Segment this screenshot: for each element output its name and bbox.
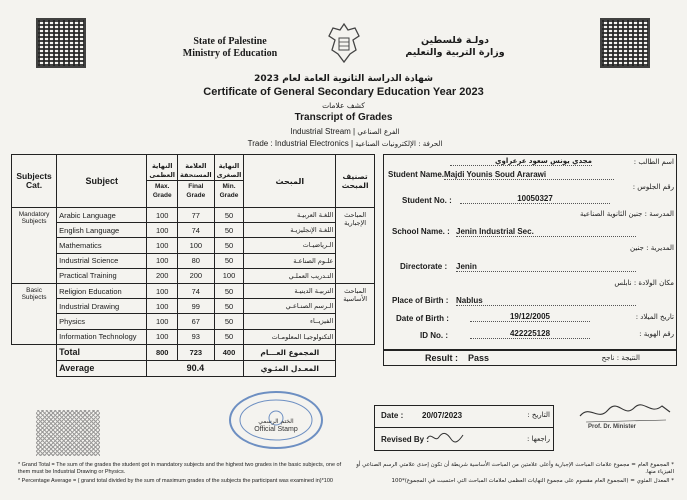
stream-en: Industrial Stream bbox=[290, 127, 351, 136]
table-row: Industrial Drawing 100 99 50 الـرسم الصنـاعـي bbox=[12, 299, 375, 314]
student-name-label: Student Name. bbox=[388, 170, 445, 179]
trade-ar: الحرفة : الإلكترونيات الصناعية bbox=[355, 140, 443, 148]
stamp-label-en: Official Stamp bbox=[254, 426, 298, 433]
dob-ar-label: تاريخ الميلاد : bbox=[635, 313, 674, 321]
header-max-grade: النهاية العظمى Max. Grade bbox=[147, 155, 178, 208]
table-row: Basic Subjects Religion Education 100 74 50 التربيـة الدينيـة المباحث الأساسية bbox=[12, 283, 375, 298]
certificate-title-en: Certificate of General Secondary Education Year 2023 bbox=[203, 86, 484, 98]
total-max: 800 bbox=[147, 344, 178, 360]
revisor-signature-icon bbox=[425, 429, 465, 445]
school-name-ar: المدرسة : جنين الثانوية الصناعية bbox=[580, 210, 674, 218]
header-subject-ar: المبحث bbox=[244, 155, 336, 208]
category-basic-ar: المباحث الأساسية bbox=[336, 283, 375, 344]
student-name-ar-value: مجدي يونس سعود عرعراوي bbox=[450, 157, 592, 166]
directorate-ar: المديرية : جنين bbox=[630, 244, 674, 252]
header-final-grade: العلامة المستحقة Final Grade bbox=[178, 155, 215, 208]
date-value: 20/07/2023 bbox=[422, 411, 463, 420]
footnote-grand-total-en: * Grand Total = The sum of the grades the student got in mandatory subjects and the highest two grades in the basic subjects, one of them must be Industrial Drawing or Physics. bbox=[18, 462, 342, 475]
seat-number-ar-label: رقم الجلوس : bbox=[632, 183, 674, 191]
revised-by-ar-label: راجعها : bbox=[527, 435, 550, 443]
ministry-name-ar: وزارة التربية والتعليم bbox=[405, 47, 505, 58]
table-row: Mandatory Subjects Arabic Language 100 77 50 اللغـة العربيـة المباحث الإجبارية bbox=[12, 208, 375, 223]
school-name-label: School Name. : bbox=[392, 227, 450, 236]
qr-code-top-right-icon bbox=[600, 18, 650, 68]
state-name-en: State of Palestine bbox=[193, 36, 267, 47]
trade-en: Trade : Industrial Electronics bbox=[247, 139, 349, 148]
student-name-ar-label: اسم الطالب : bbox=[633, 158, 674, 166]
header-subject: Subject bbox=[57, 155, 147, 208]
header-subject-category: Subjects Cat. bbox=[12, 155, 57, 208]
total-label: Total bbox=[57, 344, 147, 360]
date-ar-label: التاريخ : bbox=[527, 411, 550, 419]
average-row bbox=[12, 360, 375, 376]
header-category-ar: تصنيف المبحث bbox=[336, 155, 375, 208]
result-value: Pass bbox=[468, 353, 490, 363]
result-label: Result : bbox=[425, 353, 459, 363]
total-min: 400 bbox=[214, 344, 244, 360]
student-number-label: Student No. : bbox=[402, 196, 452, 205]
stream-line: Industrial Stream | الفرع الصناعي bbox=[290, 127, 400, 136]
stamp-label-ar: الختم الرسمي bbox=[258, 418, 294, 425]
date-revision-divider bbox=[374, 427, 554, 428]
total-label-ar: المجموع العـــام bbox=[244, 344, 336, 360]
grades-table bbox=[11, 154, 375, 377]
id-value: 422225128 bbox=[470, 329, 590, 339]
table-row: Information Technology 100 93 50 التكنولوجيـا المعلومـات bbox=[12, 329, 375, 344]
category-basic-en: Basic Subjects bbox=[12, 283, 57, 344]
minister-label: Prof. Dr. Minister bbox=[588, 424, 637, 430]
category-mandatory-ar: المباحث الإجبارية bbox=[336, 208, 375, 284]
trade-line: Trade : Industrial Electronics | الحرفة : الإلكترونيات الصناعية bbox=[247, 139, 443, 148]
eagle-emblem-icon bbox=[323, 20, 365, 68]
state-name-ar: دولـة فلسطين bbox=[420, 35, 490, 46]
school-name-value: Jenin Industrial Sec. bbox=[456, 227, 636, 237]
dob-label: Date of Birth : bbox=[396, 314, 449, 323]
footnote-grand-total-ar: * المجموع العام = مجموع علامات المباحث الإجبارية وأعلى علامتين من المباحث الأساسية شريطة أن تكون إحدى علامتي الرسم الصناعي أو الفيزياء منها. bbox=[356, 462, 674, 475]
birthplace-label: Place of Birth : bbox=[392, 296, 449, 305]
directorate-value: Jenin bbox=[456, 262, 636, 272]
certificate-title-ar: شهادة الدراسة الثانوية العامة لعام 2023 bbox=[254, 74, 433, 84]
table-row: Industrial Science 100 80 50 علـوم الصناعـة bbox=[12, 253, 375, 268]
total-final: 723 bbox=[178, 344, 215, 360]
total-row bbox=[12, 344, 375, 360]
average-label: Average bbox=[57, 360, 147, 376]
student-name-value: Majdi Younis Soud Ararawi bbox=[444, 170, 614, 180]
birthplace-ar: مكان الولادة : نابلس bbox=[614, 279, 674, 287]
table-row: Mathematics 100 100 50 الـرياضيـات bbox=[12, 238, 375, 253]
id-label: ID No. : bbox=[420, 331, 448, 340]
transcript-title-ar: كشف علامات bbox=[322, 101, 365, 110]
result-ar: النتيجة : ناجح bbox=[601, 354, 640, 362]
average-value: 90.4 bbox=[147, 360, 244, 376]
id-ar-label: رقم الهوية : bbox=[639, 330, 674, 338]
category-mandatory-en: Mandatory Subjects bbox=[12, 208, 57, 284]
stream-ar: الفرع الصناعي bbox=[357, 128, 400, 136]
ministry-name-en: Ministry of Education bbox=[182, 48, 278, 59]
table-row: English Language 100 74 50 اللغـة الإنجليزيـة bbox=[12, 223, 375, 238]
barcode-seal-icon bbox=[36, 410, 100, 456]
table-row: Physics 100 67 50 الفيزيــاء bbox=[12, 314, 375, 329]
table-row: Practical Training 200 200 100 التـدريب العملـي bbox=[12, 268, 375, 283]
student-number-value: 10050327 bbox=[460, 194, 610, 204]
average-label-ar: المعـدل المئـوي bbox=[244, 360, 336, 376]
revised-by-label: Revised By : bbox=[381, 435, 430, 444]
header-min-grade: النهاية الصغرى Min. Grade bbox=[214, 155, 244, 208]
birthplace-value: Nablus bbox=[456, 296, 636, 306]
transcript-title-en: Transcript of Grades bbox=[294, 112, 393, 123]
qr-code-top-left-icon bbox=[36, 18, 86, 68]
directorate-label: Directorate : bbox=[400, 262, 448, 271]
dob-value: 19/12/2005 bbox=[470, 312, 590, 322]
date-label: Date : bbox=[381, 411, 404, 420]
footnote-average-en: * Percentage Average = ( grand total divided by the sum of maximum grades of the subjects the participant was examined in)*100 bbox=[18, 478, 333, 484]
footnote-average-ar: * المعدل المئوي = (المجموع العام مقسوم على مجموع النهايات العظمى لعلامات المباحث التي احتسبت في المجموع)*100 bbox=[391, 478, 674, 484]
